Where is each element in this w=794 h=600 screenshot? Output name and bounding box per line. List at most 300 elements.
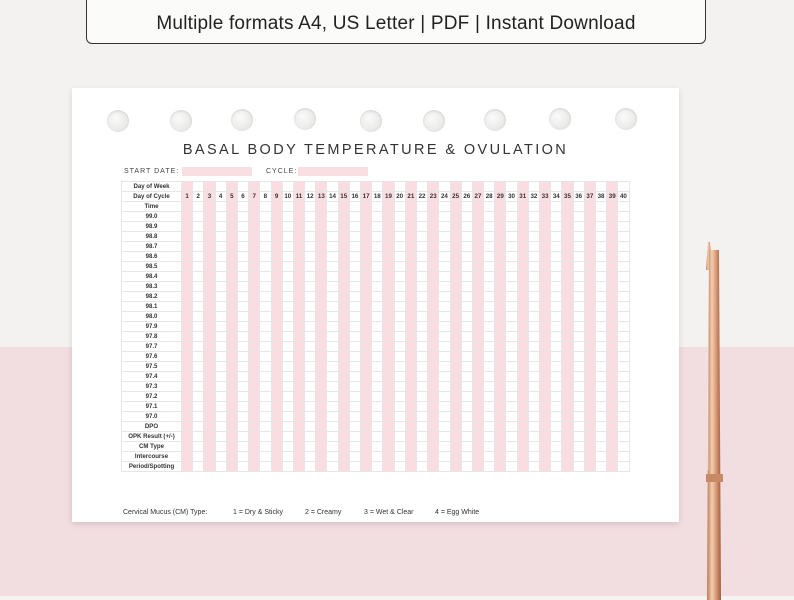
grid-cell[interactable] [204, 292, 215, 302]
grid-cell[interactable] [540, 312, 551, 322]
grid-cell[interactable] [316, 402, 327, 412]
grid-cell[interactable] [528, 222, 539, 232]
grid-cell[interactable] [607, 212, 618, 222]
grid-cell[interactable] [305, 452, 316, 462]
grid-cell[interactable] [562, 392, 573, 402]
grid-cell[interactable] [573, 332, 584, 342]
grid-cell[interactable] [394, 212, 405, 222]
grid-cell[interactable] [305, 262, 316, 272]
grid-cell[interactable] [271, 442, 282, 452]
grid-cell[interactable] [249, 302, 260, 312]
grid-cell[interactable] [372, 352, 383, 362]
grid-cell[interactable] [450, 392, 461, 402]
grid-cell[interactable] [472, 402, 483, 412]
grid-cell[interactable] [551, 222, 562, 232]
grid-cell[interactable] [584, 212, 595, 222]
grid-cell[interactable] [405, 432, 416, 442]
grid-cell[interactable] [349, 332, 360, 342]
grid-cell[interactable] [361, 222, 372, 232]
grid-cell[interactable] [461, 452, 472, 462]
grid-cell[interactable] [316, 252, 327, 262]
grid-cell[interactable] [495, 422, 506, 432]
grid-cell[interactable] [293, 272, 304, 282]
grid-cell[interactable] [226, 412, 237, 422]
grid-cell[interactable] [551, 312, 562, 322]
grid-cell[interactable] [461, 302, 472, 312]
grid-cell[interactable] [405, 252, 416, 262]
grid-cell[interactable] [517, 292, 528, 302]
grid-cell[interactable] [260, 232, 271, 242]
grid-cell[interactable] [327, 412, 338, 422]
grid-cell[interactable] [260, 282, 271, 292]
grid-cell[interactable] [305, 362, 316, 372]
grid-cell[interactable] [182, 282, 193, 292]
grid-cell[interactable] [506, 242, 517, 252]
grid-cell[interactable] [416, 422, 427, 432]
grid-cell[interactable] [562, 432, 573, 442]
grid-cell[interactable] [618, 362, 629, 372]
grid-cell[interactable] [237, 292, 248, 302]
grid-cell[interactable] [595, 372, 606, 382]
grid-cell[interactable] [394, 252, 405, 262]
grid-cell[interactable] [361, 302, 372, 312]
grid-cell[interactable] [528, 232, 539, 242]
grid-cell[interactable] [562, 272, 573, 282]
grid-cell[interactable] [271, 202, 282, 212]
grid-cell[interactable] [305, 442, 316, 452]
grid-cell[interactable] [282, 452, 293, 462]
grid-cell[interactable] [316, 372, 327, 382]
grid-cell[interactable] [450, 352, 461, 362]
grid-cell[interactable] [573, 202, 584, 212]
grid-cell[interactable] [405, 402, 416, 412]
grid-cell[interactable] [226, 342, 237, 352]
grid-cell[interactable] [182, 252, 193, 262]
grid-cell[interactable] [249, 202, 260, 212]
grid-cell[interactable] [405, 372, 416, 382]
grid-cell[interactable] [193, 252, 204, 262]
grid-cell[interactable] [249, 312, 260, 322]
grid-cell[interactable] [595, 272, 606, 282]
grid-cell[interactable] [271, 412, 282, 422]
grid-cell[interactable] [517, 412, 528, 422]
grid-cell[interactable] [305, 412, 316, 422]
grid-cell[interactable] [551, 272, 562, 282]
grid-cell[interactable] [282, 272, 293, 282]
grid-cell[interactable] [607, 232, 618, 242]
grid-cell[interactable] [595, 182, 606, 192]
grid-cell[interactable] [439, 412, 450, 422]
grid-cell[interactable] [338, 272, 349, 282]
grid-cell[interactable] [595, 362, 606, 372]
grid-cell[interactable] [450, 332, 461, 342]
grid-cell[interactable] [282, 422, 293, 432]
grid-cell[interactable] [517, 302, 528, 312]
grid-cell[interactable] [237, 352, 248, 362]
grid-cell[interactable] [316, 362, 327, 372]
grid-cell[interactable] [551, 202, 562, 212]
grid-cell[interactable] [293, 352, 304, 362]
grid-cell[interactable] [595, 342, 606, 352]
grid-cell[interactable] [338, 182, 349, 192]
grid-cell[interactable] [327, 312, 338, 322]
grid-cell[interactable] [484, 252, 495, 262]
grid-cell[interactable] [573, 302, 584, 312]
grid-cell[interactable] [182, 202, 193, 212]
grid-cell[interactable] [540, 442, 551, 452]
grid-cell[interactable] [607, 412, 618, 422]
grid-cell[interactable] [349, 222, 360, 232]
grid-cell[interactable] [237, 282, 248, 292]
grid-cell[interactable] [506, 212, 517, 222]
grid-cell[interactable] [450, 242, 461, 252]
grid-cell[interactable] [193, 302, 204, 312]
grid-cell[interactable] [517, 382, 528, 392]
grid-cell[interactable] [573, 212, 584, 222]
grid-cell[interactable] [327, 232, 338, 242]
grid-cell[interactable] [528, 272, 539, 282]
grid-cell[interactable] [282, 302, 293, 312]
grid-cell[interactable] [215, 342, 226, 352]
grid-cell[interactable] [618, 232, 629, 242]
grid-cell[interactable] [249, 242, 260, 252]
grid-cell[interactable] [607, 312, 618, 322]
grid-cell[interactable] [383, 432, 394, 442]
grid-cell[interactable] [562, 202, 573, 212]
grid-cell[interactable] [607, 432, 618, 442]
grid-cell[interactable] [428, 232, 439, 242]
grid-cell[interactable] [293, 252, 304, 262]
grid-cell[interactable] [517, 202, 528, 212]
grid-cell[interactable] [416, 272, 427, 282]
grid-cell[interactable] [383, 232, 394, 242]
grid-cell[interactable] [528, 322, 539, 332]
grid-cell[interactable] [618, 252, 629, 262]
grid-cell[interactable] [249, 462, 260, 472]
grid-cell[interactable] [495, 282, 506, 292]
grid-cell[interactable] [182, 342, 193, 352]
grid-cell[interactable] [584, 322, 595, 332]
grid-cell[interactable] [316, 332, 327, 342]
grid-cell[interactable] [226, 392, 237, 402]
grid-cell[interactable] [439, 382, 450, 392]
grid-cell[interactable] [528, 402, 539, 412]
grid-cell[interactable] [439, 282, 450, 292]
grid-cell[interactable] [528, 412, 539, 422]
grid-cell[interactable] [595, 462, 606, 472]
grid-cell[interactable] [618, 412, 629, 422]
grid-cell[interactable] [450, 222, 461, 232]
grid-cell[interactable] [372, 412, 383, 422]
grid-cell[interactable] [405, 332, 416, 342]
grid-cell[interactable] [573, 372, 584, 382]
grid-cell[interactable] [226, 232, 237, 242]
grid-cell[interactable] [584, 382, 595, 392]
grid-cell[interactable] [584, 452, 595, 462]
grid-cell[interactable] [528, 462, 539, 472]
grid-cell[interactable] [204, 242, 215, 252]
grid-cell[interactable] [595, 332, 606, 342]
grid-cell[interactable] [484, 352, 495, 362]
grid-cell[interactable] [293, 402, 304, 412]
grid-cell[interactable] [528, 262, 539, 272]
grid-cell[interactable] [461, 412, 472, 422]
grid-cell[interactable] [349, 262, 360, 272]
grid-cell[interactable] [226, 252, 237, 262]
grid-cell[interactable] [361, 342, 372, 352]
grid-cell[interactable] [316, 312, 327, 322]
grid-cell[interactable] [562, 282, 573, 292]
grid-cell[interactable] [495, 182, 506, 192]
grid-cell[interactable] [394, 322, 405, 332]
grid-cell[interactable] [271, 312, 282, 322]
grid-cell[interactable] [327, 462, 338, 472]
grid-cell[interactable] [361, 232, 372, 242]
grid-cell[interactable] [226, 182, 237, 192]
grid-cell[interactable] [416, 412, 427, 422]
grid-cell[interactable] [439, 242, 450, 252]
grid-cell[interactable] [237, 462, 248, 472]
grid-cell[interactable] [540, 212, 551, 222]
grid-cell[interactable] [517, 182, 528, 192]
grid-cell[interactable] [271, 212, 282, 222]
grid-cell[interactable] [361, 382, 372, 392]
grid-cell[interactable] [193, 292, 204, 302]
grid-cell[interactable] [506, 252, 517, 262]
grid-cell[interactable] [584, 402, 595, 412]
grid-cell[interactable] [372, 312, 383, 322]
grid-cell[interactable] [293, 302, 304, 312]
grid-cell[interactable] [461, 432, 472, 442]
grid-cell[interactable] [226, 442, 237, 452]
grid-cell[interactable] [607, 272, 618, 282]
grid-cell[interactable] [361, 322, 372, 332]
grid-cell[interactable] [428, 282, 439, 292]
grid-cell[interactable] [450, 442, 461, 452]
grid-cell[interactable] [372, 232, 383, 242]
grid-cell[interactable] [394, 392, 405, 402]
grid-cell[interactable] [204, 342, 215, 352]
grid-cell[interactable] [215, 392, 226, 402]
grid-cell[interactable] [249, 232, 260, 242]
grid-cell[interactable] [316, 392, 327, 402]
grid-cell[interactable] [416, 242, 427, 252]
grid-cell[interactable] [607, 332, 618, 342]
grid-cell[interactable] [249, 222, 260, 232]
grid-cell[interactable] [327, 272, 338, 282]
grid-cell[interactable] [316, 212, 327, 222]
grid-cell[interactable] [372, 252, 383, 262]
grid-cell[interactable] [428, 392, 439, 402]
grid-cell[interactable] [607, 422, 618, 432]
grid-cell[interactable] [215, 372, 226, 382]
grid-cell[interactable] [338, 202, 349, 212]
grid-cell[interactable] [439, 462, 450, 472]
grid-cell[interactable] [595, 432, 606, 442]
grid-cell[interactable] [540, 422, 551, 432]
grid-cell[interactable] [595, 352, 606, 362]
grid-cell[interactable] [584, 232, 595, 242]
grid-cell[interactable] [327, 362, 338, 372]
grid-cell[interactable] [249, 282, 260, 292]
grid-cell[interactable] [215, 282, 226, 292]
grid-cell[interactable] [293, 432, 304, 442]
grid-cell[interactable] [204, 362, 215, 372]
grid-cell[interactable] [226, 302, 237, 312]
grid-cell[interactable] [540, 322, 551, 332]
grid-cell[interactable] [260, 262, 271, 272]
grid-cell[interactable] [237, 262, 248, 272]
grid-cell[interactable] [338, 372, 349, 382]
grid-cell[interactable] [573, 292, 584, 302]
grid-cell[interactable] [528, 312, 539, 322]
grid-cell[interactable] [495, 442, 506, 452]
grid-cell[interactable] [584, 332, 595, 342]
grid-cell[interactable] [282, 432, 293, 442]
grid-cell[interactable] [517, 402, 528, 412]
grid-cell[interactable] [618, 312, 629, 322]
grid-cell[interactable] [607, 362, 618, 372]
grid-cell[interactable] [540, 242, 551, 252]
grid-cell[interactable] [182, 312, 193, 322]
grid-cell[interactable] [182, 412, 193, 422]
grid-cell[interactable] [506, 352, 517, 362]
grid-cell[interactable] [237, 372, 248, 382]
grid-cell[interactable] [361, 442, 372, 452]
grid-cell[interactable] [394, 462, 405, 472]
grid-cell[interactable] [584, 252, 595, 262]
grid-cell[interactable] [338, 422, 349, 432]
grid-cell[interactable] [484, 212, 495, 222]
grid-cell[interactable] [383, 392, 394, 402]
grid-cell[interactable] [338, 232, 349, 242]
grid-cell[interactable] [562, 302, 573, 312]
grid-cell[interactable] [517, 342, 528, 352]
grid-cell[interactable] [484, 412, 495, 422]
grid-cell[interactable] [540, 342, 551, 352]
grid-cell[interactable] [282, 402, 293, 412]
grid-cell[interactable] [584, 422, 595, 432]
grid-cell[interactable] [327, 262, 338, 272]
grid-cell[interactable] [204, 272, 215, 282]
grid-cell[interactable] [573, 222, 584, 232]
grid-cell[interactable] [182, 262, 193, 272]
grid-cell[interactable] [316, 272, 327, 282]
grid-cell[interactable] [193, 212, 204, 222]
grid-cell[interactable] [573, 262, 584, 272]
grid-cell[interactable] [461, 372, 472, 382]
grid-cell[interactable] [528, 382, 539, 392]
grid-cell[interactable] [450, 302, 461, 312]
grid-cell[interactable] [607, 392, 618, 402]
grid-cell[interactable] [618, 402, 629, 412]
grid-cell[interactable] [607, 462, 618, 472]
grid-cell[interactable] [573, 452, 584, 462]
grid-cell[interactable] [361, 262, 372, 272]
grid-cell[interactable] [327, 212, 338, 222]
grid-cell[interactable] [618, 342, 629, 352]
grid-cell[interactable] [618, 462, 629, 472]
grid-cell[interactable] [361, 252, 372, 262]
grid-cell[interactable] [293, 332, 304, 342]
grid-cell[interactable] [416, 372, 427, 382]
grid-cell[interactable] [338, 262, 349, 272]
grid-cell[interactable] [584, 412, 595, 422]
grid-cell[interactable] [383, 262, 394, 272]
grid-cell[interactable] [405, 362, 416, 372]
grid-cell[interactable] [517, 322, 528, 332]
grid-cell[interactable] [204, 462, 215, 472]
grid-cell[interactable] [573, 382, 584, 392]
grid-cell[interactable] [428, 332, 439, 342]
grid-cell[interactable] [271, 292, 282, 302]
grid-cell[interactable] [361, 412, 372, 422]
grid-cell[interactable] [182, 402, 193, 412]
grid-cell[interactable] [316, 222, 327, 232]
grid-cell[interactable] [372, 332, 383, 342]
grid-cell[interactable] [383, 352, 394, 362]
grid-cell[interactable] [506, 392, 517, 402]
grid-cell[interactable] [316, 182, 327, 192]
grid-cell[interactable] [293, 232, 304, 242]
grid-cell[interactable] [327, 342, 338, 352]
grid-cell[interactable] [361, 452, 372, 462]
grid-cell[interactable] [517, 262, 528, 272]
grid-cell[interactable] [249, 382, 260, 392]
grid-cell[interactable] [372, 242, 383, 252]
grid-cell[interactable] [540, 392, 551, 402]
grid-cell[interactable] [383, 212, 394, 222]
grid-cell[interactable] [461, 442, 472, 452]
grid-cell[interactable] [607, 372, 618, 382]
grid-cell[interactable] [349, 452, 360, 462]
grid-cell[interactable] [237, 272, 248, 282]
grid-cell[interactable] [416, 232, 427, 242]
grid-cell[interactable] [305, 332, 316, 342]
grid-cell[interactable] [215, 232, 226, 242]
grid-cell[interactable] [428, 292, 439, 302]
grid-cell[interactable] [237, 252, 248, 262]
grid-cell[interactable] [607, 222, 618, 232]
grid-cell[interactable] [338, 382, 349, 392]
grid-cell[interactable] [484, 422, 495, 432]
grid-cell[interactable] [383, 322, 394, 332]
grid-cell[interactable] [416, 252, 427, 262]
grid-cell[interactable] [450, 322, 461, 332]
grid-cell[interactable] [495, 372, 506, 382]
grid-cell[interactable] [506, 322, 517, 332]
grid-cell[interactable] [361, 422, 372, 432]
grid-cell[interactable] [416, 292, 427, 302]
grid-cell[interactable] [193, 362, 204, 372]
grid-cell[interactable] [204, 252, 215, 262]
grid-cell[interactable] [484, 402, 495, 412]
grid-cell[interactable] [182, 372, 193, 382]
grid-cell[interactable] [618, 242, 629, 252]
grid-cell[interactable] [540, 382, 551, 392]
grid-cell[interactable] [282, 442, 293, 452]
grid-cell[interactable] [517, 272, 528, 282]
grid-cell[interactable] [305, 272, 316, 282]
grid-cell[interactable] [562, 422, 573, 432]
grid-cell[interactable] [271, 242, 282, 252]
grid-cell[interactable] [204, 312, 215, 322]
grid-cell[interactable] [193, 392, 204, 402]
grid-cell[interactable] [495, 382, 506, 392]
grid-cell[interactable] [618, 302, 629, 312]
grid-cell[interactable] [528, 182, 539, 192]
grid-cell[interactable] [472, 362, 483, 372]
